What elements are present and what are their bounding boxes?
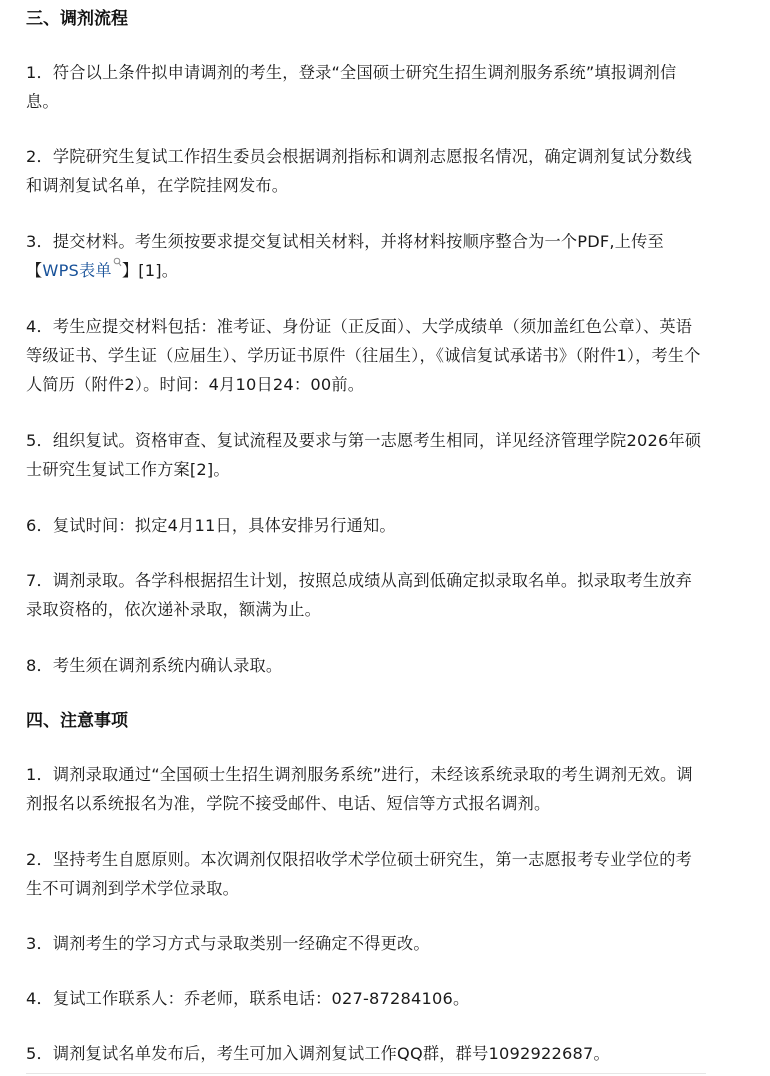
section-3-item-3 xyxy=(26,227,708,285)
section-3-item-6: 6．复试时间：拟定4月11日，具体安排另行通知。 xyxy=(26,516,396,535)
section-3-item-1: 1．符合以上条件拟申请调剂的考生，登录“全国硕士研究生招生调剂服务系统”填报调剂信息。 xyxy=(26,63,677,111)
section-3-item-5: 5．组织复试。资格审查、复试流程及要求与第一志愿考生相同，详见经济管理学院2026年硕士研究生复试工作方案[2]。 xyxy=(26,431,702,479)
section-3-item-8: 8．考生须在调剂系统内确认录取。 xyxy=(26,656,283,675)
search-icon xyxy=(113,257,122,269)
section-4-item-4: 4．复试工作联系人：乔老师，联系电话：027-87284106。 xyxy=(26,989,470,1008)
section-4-item-1: 1．调剂录取通过“全国硕士生招生调剂服务系统”进行，未经该系统录取的考生调剂无效。调剂报名以系统报名为准，学院不接受邮件、电话、短信等方式报名调剂。 xyxy=(26,765,693,813)
section-3-item-3-suffix: 】 xyxy=(121,261,139,280)
section-3-heading: 三、调剂流程 xyxy=(26,9,128,29)
section-3-item-4: 4．考生应提交材料包括：准考证、身份证（正反面）、大学成绩单（须加盖红色公章）、英语等级证书、学生证（应届生）、学历证书原件（往届生），《诚信复试承诺书》（附件1），考生个人简历（附件2）。时间：4月10日24：00前。 xyxy=(26,317,701,394)
section-3-item-7: 7．调剂录取。各学科根据招生计划，按照总成绩从高到低确定拟录取名单。拟录取考生放弃录取资格的，依次递补录取，额满为止。 xyxy=(26,571,692,619)
footnote-ref-1[interactable]: [1] xyxy=(138,261,162,280)
section-3-item-3-end: 。 xyxy=(161,261,179,280)
section-4-heading: 四、注意事项 xyxy=(26,711,128,731)
section-4-item-5: 5．调剂复试名单发布后，考生可加入调剂复试工作QQ群，群号1092922687。 xyxy=(26,1044,610,1063)
wps-form-link[interactable] xyxy=(42,261,121,280)
section-4-item-3: 3．调剂考生的学习方式与录取类别一经确定不得更改。 xyxy=(26,934,430,953)
wps-form-link-label[interactable]: WPS表单 xyxy=(42,261,112,280)
bottom-divider xyxy=(26,1073,706,1074)
section-3-item-3-prefix: 3．提交材料。考生须按要求提交复试相关材料，并将材料按顺序整合为一个PDF,上传至【 xyxy=(26,232,664,280)
section-3-item-2: 2．学院研究生复试工作招生委员会根据调剂指标和调剂志愿报名情况，确定调剂复试分数线和调剂复试名单，在学院挂网发布。 xyxy=(26,147,692,195)
section-4-item-2: 2．坚持考生自愿原则。本次调剂仅限招收学术学位硕士研究生，第一志愿报考专业学位的考生不可调剂到学术学位录取。 xyxy=(26,850,692,898)
